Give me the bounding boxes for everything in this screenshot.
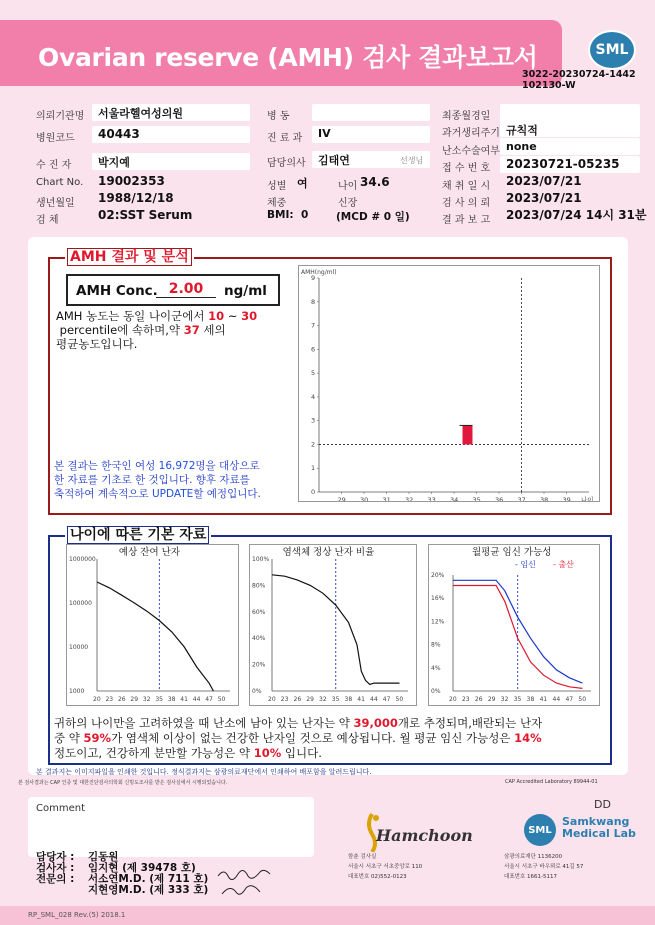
- legend-birth: - 출산: [553, 560, 574, 569]
- comment-label: Comment: [36, 803, 85, 814]
- receipt-label: 접 수 번 호: [442, 163, 491, 174]
- y-tick-label: 8: [311, 297, 316, 306]
- x-tick-label: 26: [293, 696, 302, 703]
- sex-label: 성별: [267, 181, 287, 192]
- signature-icon: [214, 864, 274, 902]
- y-tick-label: 7: [311, 321, 316, 330]
- last-mens-label: 최종월경일: [442, 111, 491, 122]
- y-tick-label: 1: [311, 464, 316, 473]
- amh-chart-svg: [299, 266, 599, 501]
- y-tick-label: 0%: [252, 688, 262, 695]
- receipt-value: 20230721-05235: [506, 157, 620, 171]
- y-tick-label: 2: [311, 440, 316, 449]
- x-tick-label: 38: [167, 696, 176, 703]
- y-tick-label: 20%: [252, 661, 266, 669]
- dept-label: 진 료 과: [267, 133, 303, 144]
- x-tick-label: 20: [93, 696, 101, 703]
- amh-note: 본 결과는 한국인 여성 16,972명을 대상으로 한 자료를 기초로 한 것입니다. 향후 자료를 축적하여 계속적으로 UPDATE할 예정입니다.: [54, 460, 261, 500]
- weight-label: 체중: [267, 198, 287, 209]
- x-tick-label: 47: [205, 696, 213, 703]
- x-tick-label: 34: [450, 496, 459, 501]
- x-tick-label: 35: [155, 696, 163, 703]
- y-axis-label: AMH(ng/ml): [301, 269, 337, 276]
- x-tick-label: 29: [306, 696, 314, 703]
- ovary-label: 난소수술여부: [442, 146, 500, 157]
- collect-value: 2023/07/21: [506, 174, 582, 188]
- samkwang-info: 삼광의료재단 1136200 서울시 서초구 바우뫼로 41길 57 대표번호 1661-5117: [504, 854, 584, 880]
- dd-mark: DD: [594, 798, 611, 811]
- x-tick-label: 44: [192, 696, 201, 703]
- amh-section-title: AMH 결과 및 분석: [65, 246, 194, 266]
- amh-interpretation: AMH 농도는 동일 나이군에서 10 ~ 30 percentile에 속하며,약 37 세의 평균농도입니다.: [56, 309, 258, 351]
- y-tick-label: 12%: [431, 618, 445, 626]
- x-tick-label: 20: [268, 696, 276, 703]
- x-tick-label: 50: [395, 696, 404, 703]
- chart-title: 염색체 정상 난자 비율: [282, 547, 375, 558]
- y-tick-label: 100000: [69, 600, 92, 607]
- x-tick-label: 35: [513, 696, 522, 703]
- y-tick-label: 1000: [69, 688, 85, 695]
- x-tick-label: 38: [526, 696, 535, 703]
- pregnancy-chart: [428, 544, 600, 706]
- x-tick-label: 29: [130, 696, 139, 703]
- y-tick-label: 4: [311, 392, 316, 401]
- comment-box: [28, 797, 314, 857]
- bmi-value: 0: [301, 209, 309, 221]
- basic-section-title: 나이에 따른 기본 자료: [65, 524, 211, 544]
- doctor-suffix: 선생님: [400, 156, 424, 165]
- report-number: 3022-20230724-1442 102130-W: [522, 69, 636, 91]
- x-tick-label: 23: [461, 696, 470, 703]
- x-tick-label: 41: [357, 696, 365, 703]
- hamchoon-info: 함춘 검사실 서울시 서초구 서초중앙로 110 대표번호 02)552-0123: [348, 854, 423, 880]
- y-tick-label: 3: [311, 416, 316, 425]
- x-tick-label: 39: [562, 496, 571, 501]
- chromosome-chart: [249, 544, 417, 706]
- report-value: 2023/07/24 14시 31분: [506, 208, 647, 222]
- series-line-main: [97, 582, 213, 691]
- specimen-value: 02:SST Serum: [98, 208, 193, 222]
- basic-summary: 귀하의 나이만을 고려하였을 때 난소에 남아 있는 난자는 약 39,000개로 추정되며,배란되는 난자 중 약 59%가 염색체 이상이 없는 건강한 난자일 것으로 예상됩니다. 월 평균 임신 가능성은 14% 정도이고, 건강하게 분만할 가능성은 약 10% 입니다.: [54, 716, 543, 760]
- x-tick-label: 23: [280, 696, 289, 703]
- x-tick-label: 47: [565, 696, 574, 703]
- x-tick-label: 50: [217, 696, 226, 703]
- doctor-value: 김태연: [318, 154, 350, 167]
- chart-title: 예상 잔여 난자: [118, 547, 181, 558]
- x-tick-label: 47: [382, 696, 391, 703]
- y-tick-label: 16%: [431, 595, 445, 603]
- report-title: Ovarian reserve (AMH) 검사 결과보고서: [38, 43, 538, 72]
- chart-label: Chart No.: [36, 177, 84, 188]
- samkwang-logo-icon: SML: [524, 814, 556, 846]
- patient-marker: [463, 425, 473, 444]
- x-tick-label: 31: [382, 496, 391, 501]
- x-tick-label: 29: [337, 496, 346, 501]
- cycle-value: 규칙적: [506, 124, 538, 137]
- name-label: 수 진 자: [36, 160, 72, 171]
- x-tick-label: 44: [552, 696, 561, 703]
- amh-chart: [298, 265, 600, 502]
- name-value: 박지예: [98, 156, 130, 169]
- y-tick-label: 100%: [252, 556, 270, 563]
- amh-conc-value: 2.00: [156, 281, 216, 298]
- sml-logo-icon: SML: [588, 30, 636, 70]
- x-tick-label: 44: [370, 696, 378, 703]
- request-value: 2023/07/21: [506, 191, 582, 205]
- y-tick-label: 60%: [252, 608, 266, 616]
- ward-label: 병 동: [267, 111, 290, 122]
- collect-label: 채 취 일 시: [442, 181, 491, 192]
- mcd-value: (MCD # 0 일): [336, 211, 410, 223]
- age-value: 34.6: [360, 175, 390, 189]
- report-label: 결 과 보 고: [442, 215, 491, 226]
- chart-title: 월평균 임신 가능성: [472, 547, 552, 558]
- notice-print: 본 결과지는 이미지파일을 인쇄한 것입니다. 정식결과지는 삼광의료재단에서 인쇄하여 배포함을 알려드립니다.: [36, 768, 372, 776]
- hospital-value: 서울라헬여성의원: [98, 107, 184, 120]
- y-tick-label: 9: [311, 274, 316, 282]
- x-tick-label: 20: [449, 696, 457, 703]
- amh-conc-box: [66, 274, 280, 306]
- x-tick-label: 32: [319, 696, 327, 703]
- x-tick-label: 33: [427, 496, 436, 501]
- code-value: 40443: [98, 127, 140, 141]
- x-tick-label: 23: [105, 696, 114, 703]
- amh-conc-unit: ng/ml: [224, 283, 267, 299]
- x-tick-label: 26: [474, 696, 483, 703]
- y-tick-label: 0: [311, 488, 316, 496]
- staff-info: 담당자 : 김동원 검사자 : 임지현 (제 39478 호) 전문의 : 서소연M.D. (제 711 호) 지현영M.D. (제 333 호): [36, 851, 209, 896]
- x-tick-label: 38: [344, 696, 353, 703]
- y-tick-label: 10000: [69, 644, 89, 651]
- ovary-value: none: [506, 140, 537, 153]
- x-tick-label: 41: [180, 696, 188, 703]
- height-label: 신장: [338, 198, 358, 209]
- x-tick-label: 26: [117, 696, 126, 703]
- doctor-label: 담당의사: [267, 158, 306, 169]
- dob-value: 1988/12/18: [98, 191, 174, 205]
- chart-value: 19002353: [98, 174, 165, 188]
- x-axis-label: 나이: [581, 496, 594, 501]
- request-label: 검 사 의 뢰: [442, 198, 491, 209]
- x-tick-label: 50: [578, 696, 587, 703]
- amh-conc-label: AMH Conc.: [76, 283, 158, 299]
- form-code: RP_SML_028 Rev.(5) 2018.1: [28, 911, 126, 919]
- notice-cap: 본 검사결과는 CAP 인증 및 대한진단검사의학회 신빙도조사를 받은 검사실에서 시행되었습니다.: [18, 780, 228, 786]
- x-tick-label: 38: [540, 496, 549, 501]
- y-tick-label: 4%: [431, 664, 441, 672]
- patient-info: [0, 100, 655, 235]
- x-tick-label: 37: [517, 496, 526, 501]
- y-tick-label: 6: [311, 345, 316, 354]
- x-tick-label: 29: [487, 696, 496, 703]
- x-tick-label: 32: [500, 696, 509, 703]
- hamchoon-logo: Hamchoon: [362, 812, 472, 852]
- y-tick-label: 8%: [431, 641, 441, 649]
- x-tick-label: 35: [331, 696, 340, 703]
- y-tick-label: 80%: [252, 582, 266, 590]
- dept-value: IV: [318, 127, 331, 140]
- y-tick-label: 20%: [431, 572, 445, 579]
- cap-accreditation: CAP Accredited Laboratory 89944-01: [505, 779, 598, 785]
- age-label: 나이: [338, 181, 358, 192]
- x-tick-label: 36: [495, 496, 504, 501]
- x-tick-label: 32: [405, 496, 414, 501]
- y-tick-label: 1000000: [69, 556, 96, 563]
- specimen-label: 검 체: [36, 215, 59, 226]
- samkwang-name: Samkwang Medical Lab: [562, 815, 636, 840]
- x-tick-label: 30: [360, 496, 369, 501]
- hospital-label: 의뢰기관명: [36, 111, 85, 122]
- eggs-chart: [66, 544, 239, 706]
- y-tick-label: 5: [311, 369, 316, 378]
- x-tick-label: 41: [539, 696, 548, 703]
- x-tick-label: 35: [472, 496, 481, 501]
- x-tick-label: 32: [142, 696, 151, 703]
- cycle-label: 과거생리주기: [442, 128, 500, 139]
- code-label: 병원코드: [36, 133, 75, 144]
- y-tick-label: 40%: [252, 635, 266, 643]
- dob-label: 생년월일: [36, 198, 75, 209]
- legend-pregnancy: - 임신: [515, 560, 536, 569]
- y-tick-label: 0%: [431, 688, 441, 695]
- bmi-label: BMI:: [267, 209, 294, 221]
- sex-value: 여: [297, 177, 308, 190]
